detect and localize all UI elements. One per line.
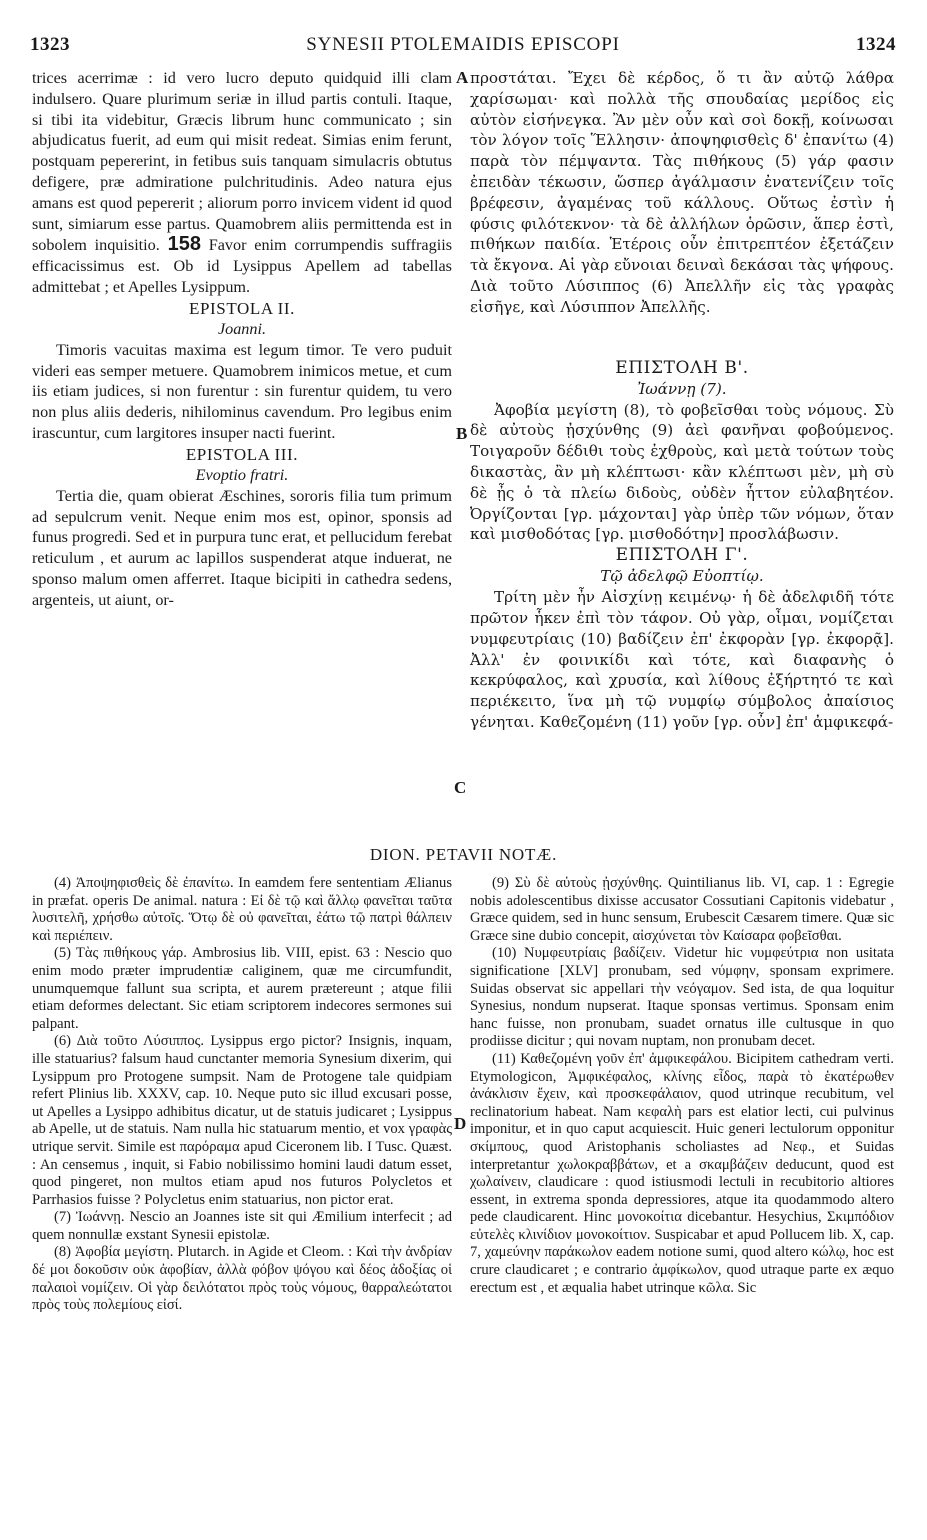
latin-column [32, 68, 452, 611]
epistle-3-latin-recipient: Evoptio fratri. [195, 465, 289, 484]
epistle-2-greek-title: ΕΠΙΣΤΟΛΗ Β'. [615, 357, 749, 378]
epistle-3-latin-title: EPISTOLA III. [185, 444, 299, 464]
spacer [470, 318, 894, 358]
section-marker-d: D [454, 1114, 467, 1133]
note-5: (5) Τὰς πιθήκους γάρ. Ambrosius lib. VIII, epist. 63 : Nescio quo enim modo præter imprudentiæ caliginem, quæ me circumfundit, unumquemque fallunt sua scripta, et aurem prætereunt ; atque filii etiam deformes delectant. Sic etiam scriptorem indecores sermones sui palpant. [32, 945, 452, 1032]
epistle-2-greek-text: Ἀφοβία μεγίστη (8), τὸ φοβεῖσθαι τοὺς νόμους. Σὺ δὲ αὐτοὺς ᾐσχύνθης (9) ἀεὶ φανῆναι φοβούμενος. Τοιγαροῦν δέδιθι τοὺς ἐχθροὺς, καὶ μετὰ τούτων τοὺς δικαστὰς, ἂν μὴ κλέπτωσι· κἂν κλέπτωσι μὲν, μὴ σὺ δὲ ᾖς ὁ τὰ πλείω διδοὺς, οὐδὲν ἧττον εὐλαβητέον. Ὀργίζονται [γρ. μάχονται] γὰρ ὑπὲρ τῶν νόμων, ὅταν καὶ μισθοδότας [γρ. μισθοδότην] προσλάβωσιν. [470, 400, 894, 544]
epistle-2-greek-recipient: Ἰωάννῃ (7). [637, 379, 727, 398]
note-8: (8) Ἀφοβία μεγίστη. Plutarch. in Agide et Cleom. : Καὶ τὴν ἀνδρίαν δέ μοι δοκοῦσιν οὐκ ἀφοβίαν, ἀλλὰ φόβον ψόγου καὶ δέος ἀδοξίας οἱ παλαιοὶ νομίζειν. Οἱ γὰρ δειλότατοι πρὸς τοὺς νόμους, θαρραλεώτατοι πρὸς τοὺς πολεμίους εἰσί. [32, 1244, 452, 1314]
note-10: (10) Νυμφευτρίαις βαδίζειν. Videtur hic νυμφεύτρια non usitata significatione [XLV] pronubam, sed νύμφην, sponsam exprimere. Suidas observat sic appellari τὴν νεόγαμον. Sed ista, de qua loquitur Synesius, nondum nupserat. Itaque sponsas vertimus. Sponsam enim hanc fuisse, non pronubam, suadet ornatus ille cultusque in quo prodiisse dicitur ; qui novam nuptam, non pronubam decet. [470, 945, 894, 1050]
epistle-3-greek-title: ΕΠΙΣΤΟΛΗ Γ'. [615, 545, 749, 566]
epistle-2-latin-text: Timoris vacuitas maxima est legum timor. Te vero puduit videri eas semper metuere. Quamobrem inimicos metue, et cum iis etiam judices, si non furentur : sin furentur quidem, tu vero non plus aliis dederis, nihilominus cavendum. Pro legibus enim irascuntur, cum largitores insuper nacti fuerint. [32, 340, 452, 442]
note-7: (7) Ἰωάννῃ. Nescio an Joannes iste sit qui Æmilium interfecit ; ad quem nonnullæ exstant Synesii epistolæ. [32, 1209, 452, 1243]
notes-column-right [470, 875, 894, 1297]
epistle-2-latin-recipient: Joanni. [217, 319, 267, 338]
epistle-3-greek-text: Τρίτη μὲν ἦν Αἰσχίνῃ κειμένῳ· ἡ δὲ ἀδελφιδῆ τότε πρῶτον ἧκεν ἐπὶ τὸν τάφον. Οὐ γὰρ, οἶμαι, νομίζεται νυμφευτρίαις (10) βαδίζειν ἐπ' ἐκφορὰν [γρ. ἐκφορᾷ]. Ἀλλ' ἐν φοινικίδι καὶ τότε, καὶ διαφανὴς ὁ κεκρύφαλος, καὶ χρυσία, καὶ λίθους ἐξήρτητό τε καὶ περιέκειτο, ἵνα μὴ τῷ νυμφίῳ σύμβολος ἀπαίσιος γένηται. Καθεζομένη (11) γοῦν [γρ. οὖν] ἐπ' ἀμφικεφά- [470, 588, 894, 731]
note-11: (11) Καθεζομένη γοῦν ἐπ' ἀμφικεφάλου. Bicipitem cathedram verti. Etymologicon, Ἀμφικέφαλος, κλίνης εἶδος, παρὰ τὸ ἑκατέρωθεν ἀνάκλισιν ἔχειν, καὶ προσκεφάλαιον, quod utrinque recubitum, vel reclinatorium habeat. Nam κεφαλὴ pars est elatior lecti, cui pulvinus imponitur, et in quo caput acquiescit. Huic generi lectulorum opponitur σκίμπους, quod Aristophanis scholiastes ad Νεφ., et Suidas interpretantur χωλοκραββάτων, et a σκαμβάζειν deducunt, quod est χωλαίνειν, claudicare : quod istiusmodi lectuli in recubitorio altiores essent, in extrema sponda depressiores, atque ita quodammodo altero pede claudicarent. Hinc μονοκοίτια dicebantur. Hesychius, Σκιμπόδιον εὐτελὲς κλινίδιον μονοκοίτιον. Suspicabar et apud Pollucem lib. X, cap. 7, χαμεύνην παράκωλον eadem notione sumi, quod altero κώλῳ, hoc est crure claudicaret ; e contrario ἀμφίκωλον, quod utraque parte ex æquo erectum est , et æqualia habet utrinque κῶλα. Sic [470, 1050, 894, 1296]
running-title: SYNESII PTOLEMAIDIS EPISCOPI [306, 34, 620, 55]
section-marker-a: A [456, 68, 469, 87]
running-header [30, 30, 896, 60]
epistle-2-latin-title: EPISTOLA II. [188, 298, 296, 318]
page-number-left: 1323 [30, 34, 70, 55]
folio-number: 158 [167, 233, 201, 256]
note-9: (9) Σὺ δὲ αὐτοὺς ᾐσχύνθης. Quintilianus lib. VI, cap. 1 : Egregie nobis adolescentibus dixisse accusator Cossutiani Capitonis videbatur , Græce quidem, sed in hunc sensum, Erubescit Cæsarem timere. Quæ sic Græce sine dubio concepit, αἰσχύνεται τὸν Καίσαρα φοβεῖσθαι. [470, 875, 894, 944]
greek-column [470, 68, 894, 733]
page-number-right: 1324 [856, 34, 896, 55]
section-marker-c: C [454, 778, 467, 797]
epistle-3-greek-recipient: Τῷ ἀδελφῷ Εὐοπτίῳ. [600, 567, 764, 586]
epistle-3-latin-text: Tertia die, quam obierat Æschines, sororis filia tum primum ad sepulcrum venit. Neque enim mos est, opinor, sponsis ad funus progredi. Sed et in purpura tunc erat, et pellucidum ferebat reticulum , et aurum ac lapillos suspenderat atque induerat, ne sponso malum omen afferret. Itaque bicipiti in cathedra sedens, argenteis, ut aiunt, or- [32, 486, 452, 609]
note-4: (4) Ἀποψηφισθεὶς δὲ ἐπανίτω. In eamdem fere sententiam Ælianus in præfat. operis De animal. natura : Εἰ δὲ τῷ καὶ ἄλλῳ φανεῖται ταῦτα λυσιτελῆ, χρήσθω αὐτοῖς. Ὅτῳ δὲ οὐ φανεῖται, ἐάτω τῷ πατρὶ θάλπειν καὶ περιέπειν. [32, 875, 452, 944]
latin-text: trices acerrimæ : id vero lucro deputo quidquid illi clam indulsero. Quare plurimum seriæ in illud partis contuli. Itaque, si tibi ita videbitur, Græcis librum hunc communicato ; sin abjudicatus fuerit, ad eum qui misit redeat. Simias enim ferunt, postquam pepererint, in fetibus suis tanquam simulacris obtutus defigere, præ admiratione pulchritudinis. Adeo natura ejus amans est quod pepererit ; aliorum porro invicem vident id quod sunt, simiarum esse partus. Quamobrem aliis permittenda est in sobolem inquisitio. [32, 69, 452, 255]
greek-paragraph-1: προστάται. Ἔχει δὲ κέρδος, ὅ τι ἂν αὐτῷ λάθρα χαρίσωμαι· καὶ πολλὰ τῆς σπουδαίας μερίδος εἰς αὐτὸν εἰσήνεγκα. Ἂν μὲν οὖν καὶ σοὶ δοκῇ, κοίνωσαι τὸν λόγον τοῖς Ἕλλησιν· ἀποψηφισθεὶς δ' ἐπανίτω (4) παρὰ τὸν πέμψαντα. Τὰς πιθήκους (5) γάρ φασιν ἐπειδὰν τέκωσιν, ὥσπερ ἀγάλμασιν ἐνατενίζειν τοῖς βρέφεσιν, ἀγαμένας τοῦ κάλλους. Οὕτως ἐστὶν ἡ φύσις φιλότεκνον· τὰ δὲ ἀλλήλων ὁρῶσιν, ἅπερ ἐστὶ, πιθήκων παιδία. Ἑτέροις οὖν ἐπιτρεπτέον ἐξετάζειν τὰ ἔκγονα. Αἱ γὰρ εὔνοιαι δειναὶ δεκάσαι τὰς ψήφους. Διὰ τοῦτο Λύσιππος (6) Ἀπελλῆν εἰς τὰς γραφὰς εἰσῆγε, καὶ Λύσιππον Ἀπελλῆς. [470, 69, 894, 316]
latin-paragraph-1 [32, 68, 452, 298]
latin-text: Favor enim corrumpendis suffragiis efficacissimus est. Ob id Lysippus Apellem ad tabellas admittebat ; et Apelles Lysippum. [32, 236, 452, 296]
section-marker-b: B [456, 424, 468, 443]
notes-heading: DION. PETAVII NOTÆ. [369, 845, 558, 864]
note-6: (6) Διὰ τοῦτο Λύσιππος. Lysippus ergo pictor? Insignis, inquam, ille statuarius? falsum haud cunctanter memoria Synesium dixerim, qui Lysippum pro Protogene sumpsit. Nam de Protogene tale quidpiam refert Plinius lib. XXXV, cap. 10. Neque puto sic illud excusari posse, ut Apelles a Lysippo adhibitus dicatur, ut de statuis judicaret ; Lysippus ab Apelle, ut de statuis. Nam nulla hic statuarum mentio, et vox γραφὰς utrique servit. Simile est παρόραμα apud Ciceronem lib. I Tusc. Quæst. : An censemus , inquit, si Fabio nobilissimo homini laudi datum esset, quod pingeret, non multos etiam apud nos futuros Polycletos et Parrhasios fuisse ? Polycletus enim statuarius, non pictor erat. [32, 1033, 452, 1208]
notes-column-left [32, 875, 452, 1315]
